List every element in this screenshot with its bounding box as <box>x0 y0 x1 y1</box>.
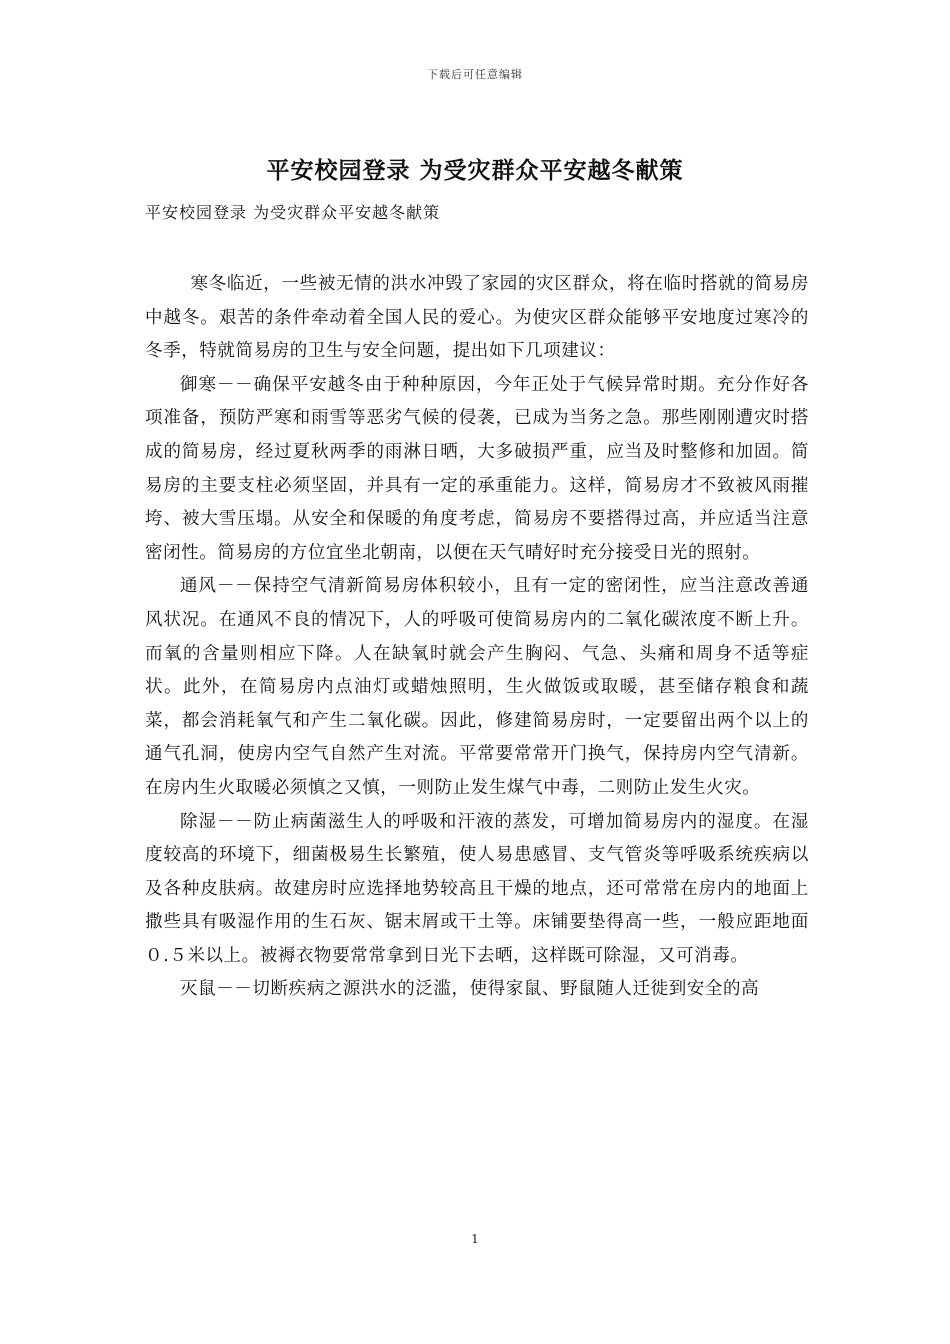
document-title: 平安校园登录 为受灾群众平安越冬献策 <box>266 157 684 184</box>
paragraph-ventilation: 通风－－保持空气清新简易房体积较小，且有一定的密闭性，应当注意改善通风状况。在通风不良的情况下，人的呼吸可使简易房内的二氧化碳浓度不断上升。而氧的含量则相应下降。人在缺氧时就会产生胸闷、气急、头痛和周身不适等症状。此外，在简易房内点油灯或蜡烛照明，生火做饭或取暖，甚至储存粮食和蔬菜，都会消耗氧气和产生二氧化碳。因此，修建简易房时，一定要留出两个以上的通气孔洞，使房内空气自然产生对流。平常要常常开门换气，保持房内空气清新。在房内生火取暖必须慎之又慎，一则防止发生煤气中毒，二则防止发生火灾。 <box>145 576 809 798</box>
paragraph-keep-warm: 御寒－－确保平安越冬由于种种原因，今年正处于气候异常时期。充分作好各项准备，预防严寒和雨雪等恶劣气候的侵袭，已成为当务之急。那些刚刚遭灾时搭成的简易房，经过夏秋两季的雨淋日晒，大多破损严重，应当及时整修和加固。简易房的主要支柱必须坚固，并具有一定的承重能力。这样，简易房才不致被风雨摧垮、被大雪压塌。从安全和保暖的角度考虑，简易房不要搭得过高，并应适当注意密闭性。简易房的方位宜坐北朝南，以便在天气晴好时充分接受日光的照射。 <box>145 374 809 563</box>
paragraph-dehumidify: 除湿－－防止病菌滋生人的呼吸和汗液的蒸发，可增加简易房内的湿度。在湿度较高的环境下，细菌极易生长繁殖，使人易患感冒、支气管炎等呼吸系统疾病以及各种皮肤病。故建房时应选择地势较高且干燥的地点，还可常常在房内的地面上撒些具有吸湿作用的生石灰、锯末屑或干土等。床铺要垫得高一些，一般应距地面０.５米以上。被褥衣物要常常拿到日光下去晒，这样既可除湿，又可消毒。 <box>145 811 809 966</box>
page-number: 1 <box>471 1232 479 1246</box>
page-header-note: 下载后可任意编辑 <box>427 68 523 81</box>
document-body <box>145 268 809 1007</box>
paragraph-intro: 寒冬临近，一些被无情的洪水冲毁了家园的灾区群众，将在临时搭就的简易房中越冬。艰苦的条件牵动着全国人民的爱心。为使灾区群众能够平安地度过寒冷的冬季，特就简易房的卫生与安全问题，提出如下几项建议： <box>145 274 809 362</box>
paragraph-rodent-control: 灭鼠－－切断疾病之源洪水的泛滥，使得家鼠、野鼠随人迁徙到安全的高 <box>180 979 760 1000</box>
document-subtitle: 平安校园登录 为受灾群众平安越冬献策 <box>145 203 441 222</box>
